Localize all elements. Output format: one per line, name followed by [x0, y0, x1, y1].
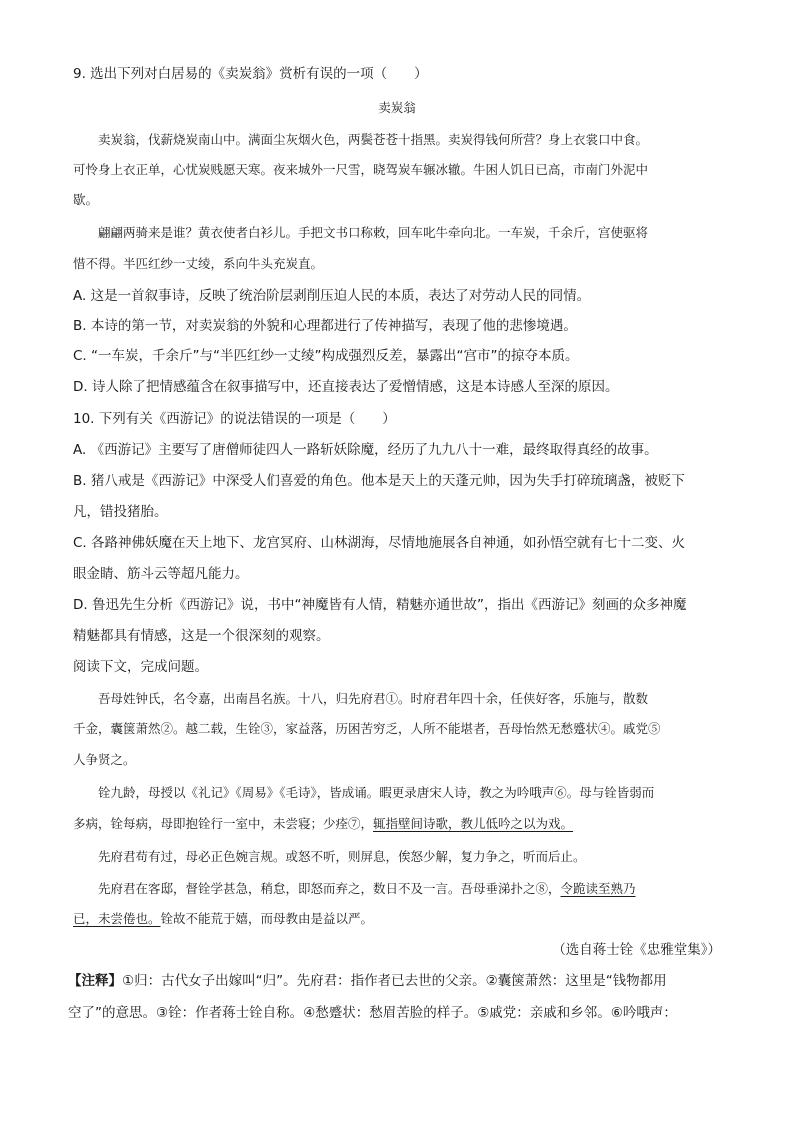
- question-9-option-b: B. 本诗的第一节，对卖炭翁的外貌和心理都进行了传神描写，表现了他的悲惨境遇。: [73, 318, 577, 334]
- poem-line: 翩翩两骑来是谁？黄衣使者白衫儿。手把文书口称敕，回车叱牛牵向北。一车炭，千余斤，宫使驱将: [73, 225, 649, 240]
- poem-line: 惜不得。半匹红纱一丈绫，系向牛头充炭直。: [73, 256, 324, 271]
- passage-text: 多病，铨每病，母即抱铨行一室中，未尝寝；少痊⑦，: [73, 816, 374, 831]
- reading-intro: 阅读下文，完成问题。: [73, 659, 208, 675]
- question-10-stem: 10. 下列有关《西游记》的说法错误的一项是（ ）: [73, 411, 396, 427]
- question-9-option-d: D. 诗人除了把情感蕴含在叙事描写中，还直接表达了爱憎情感，这是本诗感人至深的原因。: [73, 379, 619, 395]
- underlined-sentence: 辄指壁间诗歌，教儿低吟之以为戏。: [373, 816, 574, 831]
- passage-text: 铨故不能荒于嬉，而母教由是益以严。: [160, 911, 374, 926]
- poem-line: 卖炭翁，伐薪烧炭南山中。满面尘灰烟火色，两鬓苍苍十指黑。卖炭得钱何所营？身上衣裳口中食。: [73, 132, 649, 147]
- question-10-line: 精魅都具有情感，这是一个很深刻的观察。: [73, 628, 330, 644]
- passage-line: 千金，囊箧萧然②。越二载，生铨③，家益落，历困苦穷乏，人所不能堪者，吾母怡然无愁蹙状④。戚党⑤: [73, 721, 661, 736]
- passage-line: [73, 879, 721, 899]
- underlined-sentence: 已，未尝倦也。: [73, 911, 161, 926]
- passage-line: 人争贤之。: [73, 752, 136, 767]
- question-10-line: 凡，错投猪胎。: [73, 504, 168, 520]
- question-10-line: C. 各路神佛妖魔在天上地下、龙宫冥府、山林湖海，尽情地施展各自神通，如孙悟空就有七十二变、火: [73, 535, 686, 551]
- question-9-option-c: C. “一车炭，千余斤”与“半匹红纱一丈绫”构成强烈反差，暴露出“宫市”的掠夺本质。: [73, 348, 579, 364]
- poem-line: 歇。: [73, 192, 99, 207]
- poem-title: 卖炭翁: [378, 100, 416, 115]
- notes-line: [68, 971, 724, 991]
- passage-line: [73, 814, 721, 834]
- question-9-option-a: A. 这是一首叙事诗，反映了统治阶层剥削压迫人民的本质，表达了对劳动人民的同情。: [73, 288, 591, 304]
- passage-line: 铨九龄，母授以《礼记》《周易》《毛诗》，皆成诵。暇更录唐宋人诗，教之为吟哦声⑥。母与铨皆弱而: [73, 785, 655, 800]
- passage-line: [73, 909, 721, 929]
- question-9-stem: 9. 选出下列对白居易的《卖炭翁》赏析有误的一项（ ）: [73, 66, 428, 82]
- poem-line: 可怜身上衣正单，心忧炭贱愿天寒。夜来城外一尺雪，晓驾炭车辗冰辙。牛困人饥日已高，市南门外泥中: [73, 162, 649, 177]
- question-10-line: 眼金睛、筋斗云等超凡能力。: [73, 566, 249, 582]
- passage-line: 吾母姓钟氏，名令嘉，出南昌名族。十八，归先府君①。时府君年四十余，任侠好客，乐施与，散数: [73, 691, 649, 706]
- underlined-sentence: 令跪读至熟乃: [560, 881, 636, 896]
- notes-text: ①归：古代女子出嫁叫“归”。先府君：指作者已去世的父亲。②囊箧萧然：这里是“钱物都用: [122, 973, 667, 989]
- passage-text: 先府君在客邸，督铨学甚急，稍怠，即怒而弃之，数日不及一言。吾母垂涕扑之⑧，: [73, 881, 561, 896]
- question-10-line: B. 猪八戒是《西游记》中深受人们喜爱的角色。他本是天上的天蓬元帅，因为失手打碎琉璃盏，被贬下: [73, 473, 685, 489]
- question-10-line: D. 鲁迅先生分析《西游记》说，书中“神魔皆有人情，精魅亦通世故”，指出《西游记》刻画的众多神魔: [73, 597, 687, 613]
- notes-label: 【注释】: [68, 973, 122, 989]
- notes-line: 空了”的意思。③铨：作者蒋士铨自称。④愁蹙状：愁眉苦脸的样子。⑤戚党：亲戚和乡邻。⑥吟哦声：: [68, 1005, 677, 1021]
- source-citation: （选自蒋士铨《忠雅堂集》）: [552, 942, 721, 958]
- question-10-line: A. 《西游记》主要写了唐僧师徒四人一路斩妖除魔，经历了九九八十一难，最终取得真经的故事。: [73, 442, 658, 458]
- passage-line: 先府君苟有过，母必正色婉言规。或怒不听，则屏息，俟怒少解，复力争之，听而后止。: [73, 849, 586, 864]
